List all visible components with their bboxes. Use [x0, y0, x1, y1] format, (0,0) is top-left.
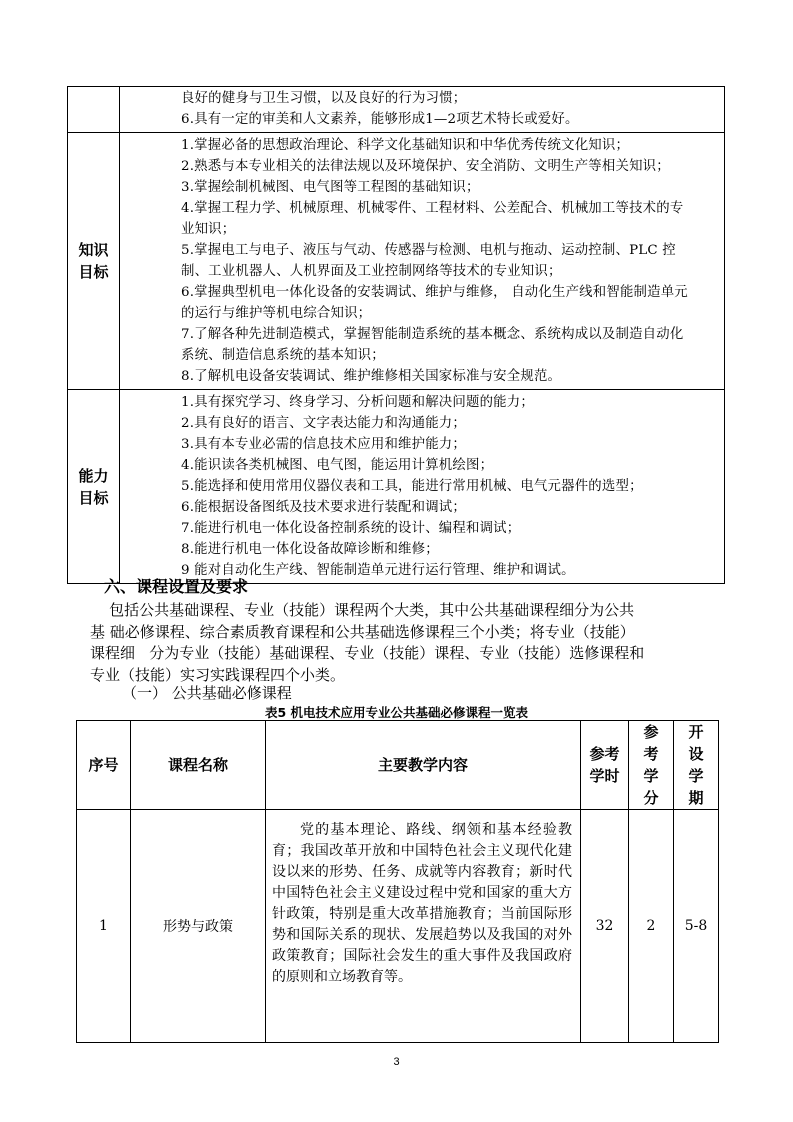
text-line: 3.掌握绘制机械图、电气图等工程图的基础知识； — [181, 180, 480, 195]
text-line: 3.具有本专业必需的信息技术应用和维护能力； — [181, 437, 466, 452]
text-line: 制、工业机器人、人机界面及工业控制网络等技术的专业知识； — [181, 264, 562, 279]
row-header-empty — [68, 87, 120, 133]
text-line: 6.掌握典型机电一体化设备的安装调试、维护与维修， 自动化生产线和智能制造单元 — [181, 285, 688, 300]
table-row — [68, 133, 725, 390]
knowledge-objectives-header: 知识 目标 — [68, 133, 120, 390]
header-name: 课程名称 — [131, 721, 266, 810]
text-line: 7.了解各种先进制造模式，掌握智能制造系统的基本概念、系统构成以及制造自动化 — [181, 327, 684, 342]
text-line: 1.具有探究学习、终身学习、分析问题和解决问题的能力； — [181, 395, 534, 410]
cell-credits: 2 — [629, 810, 674, 1043]
objectives-table — [67, 86, 725, 584]
text-line: 业知识； — [181, 222, 236, 237]
text-line: 良好的健身与卫生习惯，以及良好的行为习惯； — [181, 91, 467, 106]
ability-objectives-header: 能力 目标 — [68, 390, 120, 584]
section-paragraph — [90, 600, 730, 686]
header-hours: 参考 学时 — [581, 721, 629, 810]
knowledge-objectives-list — [120, 133, 725, 390]
cell-name: 形势与政策 — [131, 810, 266, 1043]
text-line: 专业（技能）实习实践课程四个小类。 — [90, 665, 346, 684]
text-line: 2.熟悉与本专业相关的法律法规以及环境保护、安全消防、文明生产等相关知识； — [181, 159, 670, 174]
text-line: 系统、制造信息系统的基本知识； — [181, 348, 385, 363]
text-line: 4.能识读各类机械图、电气图，能运用计算机绘图； — [181, 458, 494, 473]
text-line: 的运行与维护等机电综合知识； — [181, 306, 372, 321]
course-table — [76, 720, 719, 1043]
header-no: 序号 — [77, 721, 131, 810]
ability-objectives-list — [120, 390, 725, 584]
text-line: 6.能根据设备图纸及技术要求进行装配和调试； — [181, 500, 466, 515]
cell-no: 1 — [77, 810, 131, 1043]
text-line: 5.掌握电工与电子、液压与气动、传感器与检测、电机与拖动、运动控制、PLC 控 — [181, 243, 676, 258]
text-line: 2.具有良好的语言、文字表达能力和沟通能力； — [181, 416, 466, 431]
table-header-row — [77, 721, 719, 810]
text-line: 基 础必修课程、综合素质教育课程和公共基础选修课程三个小类；将专业（技能） — [90, 622, 635, 641]
text-line: 7.能进行机电一体化设备控制系统的设计、编程和调试； — [181, 521, 521, 536]
text-line: 包括公共基础课程、专业（技能）课程两个大类，其中公共基础课程细分为公共 — [90, 601, 635, 619]
text-line: 1.掌握必备的思想政治理论、科学文化基础知识和中华优秀传统文化知识； — [181, 138, 630, 153]
cell-hours: 32 — [581, 810, 629, 1043]
text-line: 8.能进行机电一体化设备故障诊断和维修； — [181, 542, 439, 557]
header-semester: 开 设 学 期 — [674, 721, 719, 810]
table-caption: 表5 机电技术应用专业公共基础必修课程一览表 — [264, 705, 529, 720]
header-credits: 参 考 学 分 — [629, 721, 674, 810]
text-line: 课程细 分为专业（技能）基础课程、专业（技能）课程、专业（技能）选修课程和 — [90, 644, 645, 662]
table-row — [68, 390, 725, 584]
text-line: 8.了解机电设备安装调试、维护维修相关国家标准与安全规范。 — [181, 369, 562, 384]
text-line: 4.掌握工程力学、机械原理、机械零件、工程材料、公差配合、机械加工等技术的专 — [181, 201, 684, 216]
page-number: 3 — [393, 1056, 400, 1068]
quality-objectives-continuation — [120, 87, 725, 133]
header-content: 主要教学内容 — [266, 721, 581, 810]
cell-content: 党的基本理论、路线、纲领和基本经验教育；我国改革开放和中国特色社会主义现代化建设以来的形势、任务、成就等内容教育；新时代中国特色社会主义建设过程中党和国家的重大方针政策，特别是重大改革措施教育；当前国际形势和国际关系的现状、发展趋势以及我国的对外政策教育；国际社会发生的重大事件及我国政府的原则和立场教育等。 — [266, 810, 581, 1043]
table-row — [77, 810, 719, 1043]
cell-semester: 5-8 — [674, 810, 719, 1043]
text-line: 9 能对自动化生产线、智能制造单元进行运行管理、维护和调试。 — [181, 563, 575, 578]
text-line: 5.能选择和使用常用仪器仪表和工具，能进行常用机械、电气元器件的选型； — [181, 479, 643, 494]
table-row — [68, 87, 725, 133]
text-line: 6.具有一定的审美和人文素养，能够形成1—2项艺术特长或爱好。 — [181, 112, 579, 127]
section-title: 六、课程设置及要求 — [104, 577, 249, 596]
subsection-title: （一） 公共基础必修课程 — [122, 684, 292, 702]
